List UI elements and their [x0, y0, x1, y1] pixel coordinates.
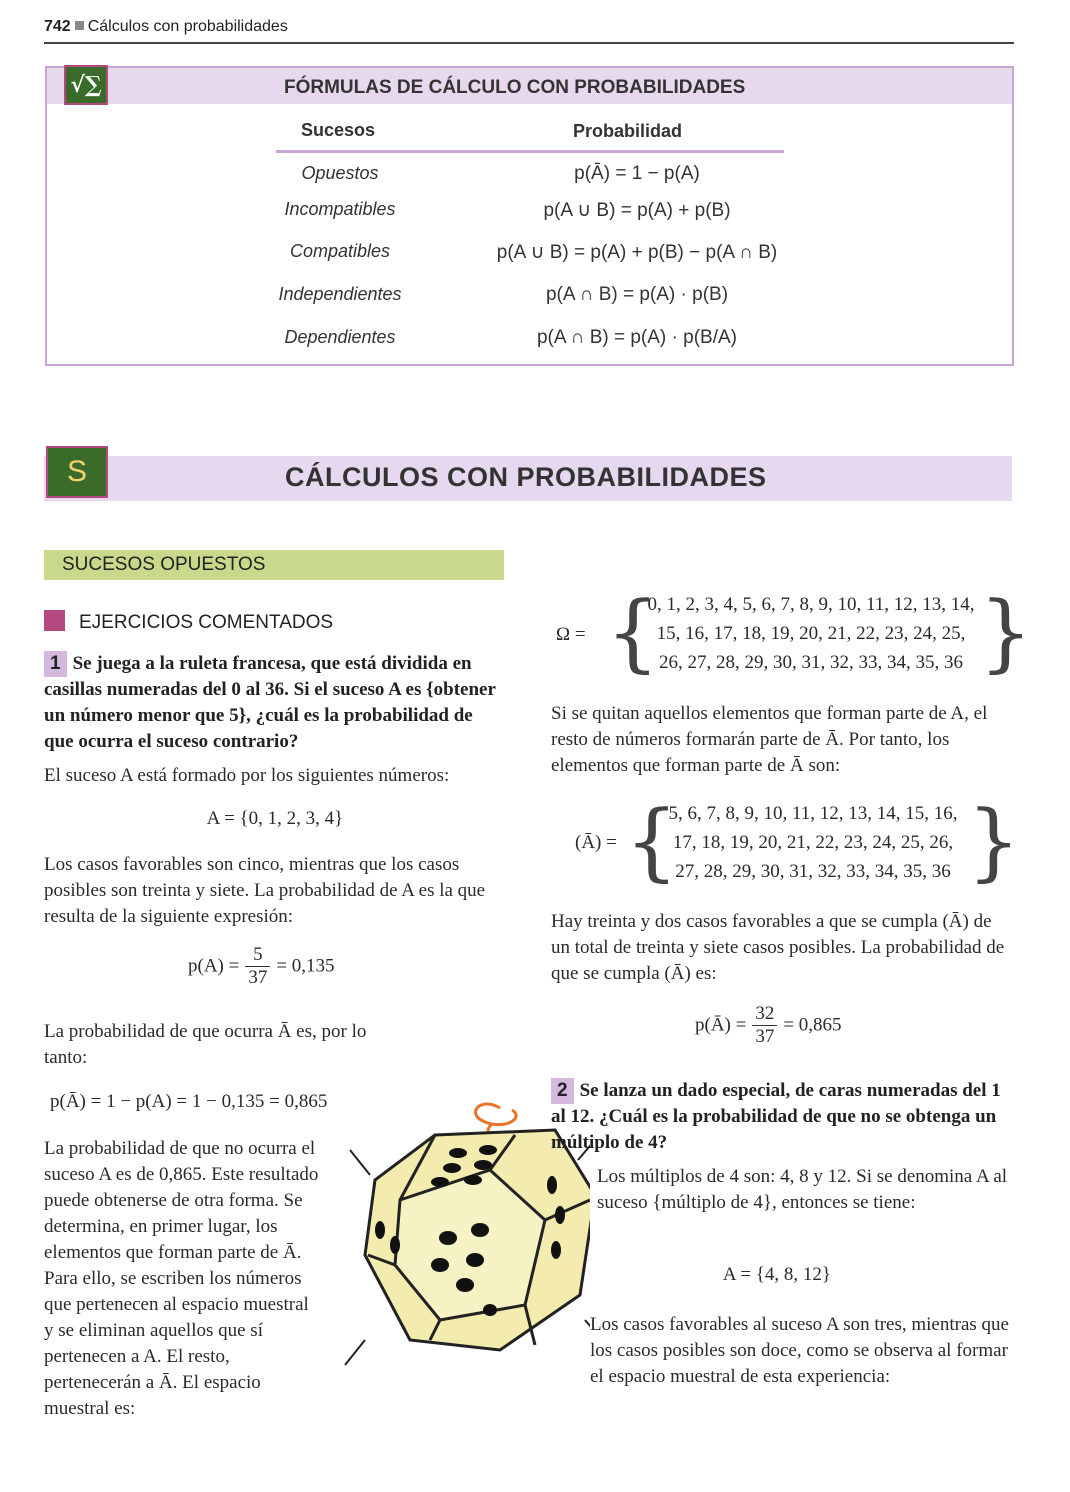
formula-box-title: FÓRMULAS DE CÁLCULO CON PROBABILIDADES — [47, 68, 1012, 104]
formula-opuestos: p(Ā) = 1 − p(A) — [574, 163, 700, 184]
omega-row-3: 26, 27, 28, 29, 30, 31, 32, 33, 34, 35, 36 — [659, 652, 963, 673]
page-header — [44, 18, 1014, 44]
pAbar-fraction — [752, 1003, 777, 1048]
formula-root-icon: √∑ — [64, 65, 108, 105]
pink-square-icon — [44, 610, 65, 631]
ex2-p1: Los múltiplos de 4 son: 4, 8 y 12. Si se denomina A al suceso {múltiplo de 4}, entonces se tiene: — [597, 1166, 1008, 1213]
pA-lhs: p(A) = — [188, 955, 240, 977]
omega-set — [551, 583, 1033, 684]
event-independientes: Independientes — [278, 284, 402, 304]
ex2-number: 2 — [551, 1078, 574, 1104]
event-dependientes: Dependientes — [284, 327, 396, 347]
ex2-statement-text: Se lanza un dado especial, de caras numeradas del 1 al 12. ¿Cuál es la probabilidad de que no se obtenga un múltiplo de 4? — [551, 1080, 1001, 1153]
col-header-probability: Probabilidad — [573, 121, 683, 141]
subsection-bar: SUCESOS OPUESTOS — [44, 550, 504, 580]
section-s-icon: S — [46, 446, 108, 498]
exercises-heading — [44, 610, 333, 634]
pA-numerator: 5 — [245, 944, 270, 967]
ex1-p2: Los casos favorables son cinco, mientras que los casos posibles son treinta y siete. La probabilidad de A es la que resulta de la siguiente expresión: — [44, 854, 486, 927]
pAbar-numerator: 32 — [752, 1003, 777, 1026]
omega-right-brace: } — [979, 583, 1033, 681]
ex1-pAbar-formula — [695, 1003, 955, 1059]
omega-row-2: 15, 16, 17, 18, 19, 20, 21, 22, 23, 24, 25, — [656, 623, 966, 644]
ex1-pA-formula — [188, 944, 448, 1000]
ex1-p1: El suceso A está formado por los siguientes números: — [44, 765, 450, 786]
omega-left-brace: { — [606, 583, 660, 681]
exercises-heading-label: EJERCICIOS COMENTADOS — [79, 612, 334, 633]
omega-row-1: 0, 1, 2, 3, 4, 5, 6, 7, 8, 9, 10, 11, 12, 13, 14, — [647, 594, 975, 615]
ex1-setA: A = {0, 1, 2, 3, 4} — [206, 808, 344, 829]
formula-incompatibles: p(A ∪ B) = p(A) + p(B) — [543, 200, 731, 221]
ex1-statement-text: Se juega a la ruleta francesa, que está dividida en casillas numeradas del 0 al 36. Si el suceso A es {obtener un número menor que 5}, ¿cuál es la probabilidad de que ocurra el suceso contrario? — [44, 653, 496, 752]
header-section: Cálculos con probabilidades — [87, 18, 288, 35]
pA-rhs: = 0,135 — [276, 955, 335, 977]
abar-row-1: 5, 6, 7, 8, 9, 10, 11, 12, 13, 14, 15, 16, — [668, 803, 958, 824]
ex2-p2: Los casos favorables al suceso A son tres, mientras que los casos posibles son doce, como se observa al formar el espacio muestral de esta experiencia: — [590, 1314, 1009, 1387]
ex1-statement — [44, 651, 506, 755]
abar-set — [551, 792, 1021, 893]
event-opuestos: Opuestos — [301, 163, 379, 183]
abar-left-brace: { — [625, 792, 679, 890]
formula-compatibles: p(A ∪ B) = p(A) + p(B) − p(A ∩ B) — [496, 242, 778, 263]
ex1-number: 1 — [44, 651, 67, 677]
formula-dependientes: p(A ∩ B) = p(A) · p(B/A) — [536, 327, 737, 348]
ex1-p6: Hay treinta y dos casos favorables a que se cumpla (Ā) de un total de treinta y siete casos posibles. La probabilidad de que se cumpla (Ā) es: — [551, 911, 1005, 984]
abar-rows — [643, 799, 983, 886]
pAbar-rhs: = 0,865 — [783, 1014, 842, 1036]
abar-row-3: 27, 28, 29, 30, 31, 32, 33, 34, 35, 36 — [675, 861, 951, 882]
event-compatibles: Compatibles — [289, 241, 391, 261]
omega-label: Ω = — [556, 624, 586, 645]
table-header-rule — [276, 150, 784, 153]
section-title: CÁLCULOS CON PROBABILIDADES — [285, 462, 767, 492]
page-number: 742 — [44, 18, 71, 35]
pA-fraction — [245, 944, 270, 989]
abar-right-brace: } — [967, 792, 1021, 890]
ex1-p3: La probabilidad de que ocurra Ā es, por lo tanto: — [44, 1021, 367, 1068]
ex2-statement — [551, 1078, 1011, 1156]
pAbar-denominator: 37 — [755, 1026, 775, 1047]
col-header-events: Sucesos — [301, 120, 376, 140]
ex1-p5: Si se quitan aquellos elementos que forman parte de A, el resto de números formarán parte de Ā. Por tanto, los elementos que forman parte de Ā son: — [551, 703, 988, 776]
ex2-setA: A = {4, 8, 12} — [722, 1264, 832, 1285]
ex1-pAbar-line: p(Ā) = 1 − p(A) = 1 − 0,135 = 0,865 — [50, 1091, 328, 1112]
abar-row-2: 17, 18, 19, 20, 21, 22, 23, 24, 25, 26, — [672, 832, 954, 853]
abar-label: (Ā) = — [575, 832, 617, 853]
pA-denominator: 37 — [248, 967, 268, 988]
omega-rows — [626, 590, 996, 677]
header-square-icon — [75, 21, 84, 30]
ex1-p4: La probabilidad de que no ocurra el suceso A es de 0,865. Este resultado puede obtenerse de otra forma. Se determina, en primer lugar, los elementos que forman parte de Ā. Para ello, se escriben los números que pertenecen al espacio muestral y se eliminan aquellos que sí pertenecen a A. El resto, pertenecerán a Ā. El espacio muestral es: — [44, 1138, 319, 1419]
event-incompatibles: Incompatibles — [284, 199, 396, 219]
formula-box — [45, 66, 1014, 366]
pAbar-lhs: p(Ā) = — [695, 1014, 747, 1036]
formula-independientes: p(A ∩ B) = p(A) · p(B) — [545, 284, 729, 305]
